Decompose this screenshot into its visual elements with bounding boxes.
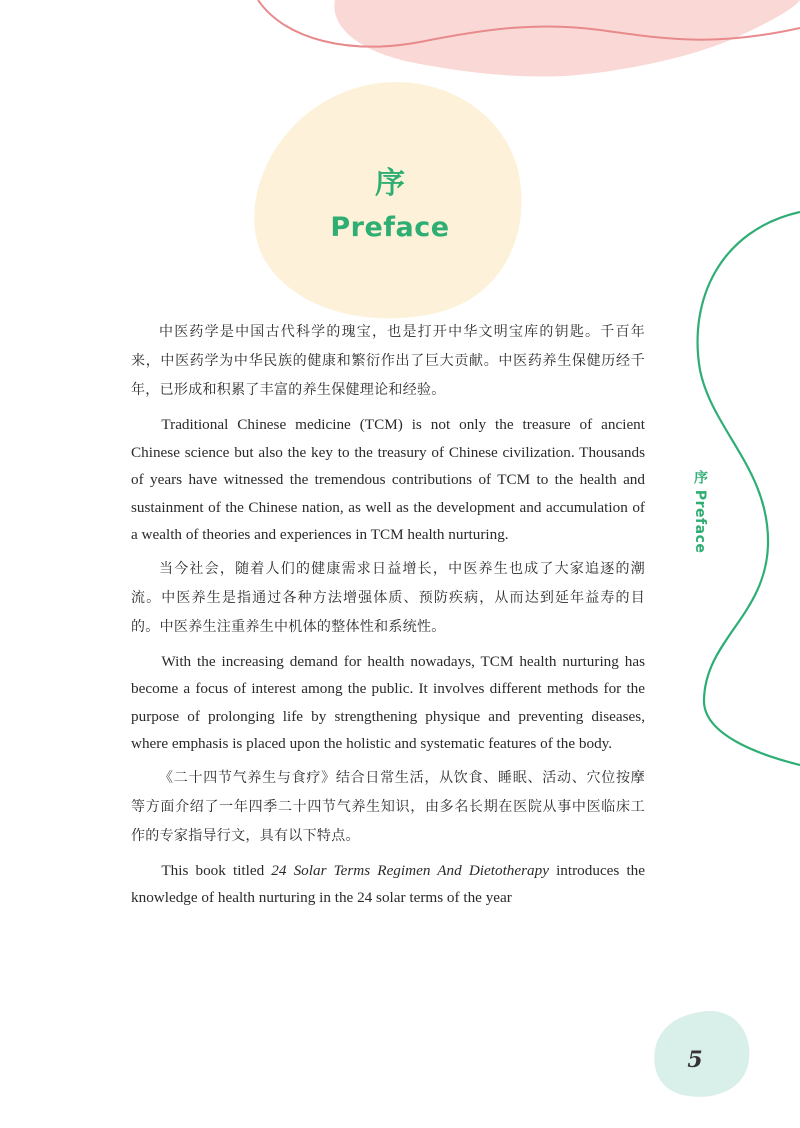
side-chapter-tab — [686, 470, 710, 590]
side-tab-cn: 序 — [692, 470, 708, 485]
paragraph-en-1: Traditional Chinese medicine (TCM) is not only the treasure of ancient Chinese science but also the key to the treasury of Chinese civilization. Thousands of years have witnessed the tremendous contributions of TCM to the health and sustainment of the Chinese nation, as well as the development and accumulation of a wealth of theories and experiences in TCM health nurturing. — [131, 416, 645, 543]
green-wave-line — [698, 212, 800, 765]
paragraph-en-3-rest: introduces the knowledge of health nurturing in the 24 solar terms of the year — [131, 861, 645, 906]
paragraph-cn-2: 当今社会，随着人们的健康需求日益增长，中医养生也成了大家追逐的潮流。中医养生是指通过各种方法增强体质、预防疾病，从而达到延年益寿的目的。中医养生注重养生中机体的整体性和系统性。 — [131, 560, 645, 635]
paragraph-cn-1: 中医药学是中国古代科学的瑰宝，也是打开中华文明宝库的钥匙。千百年来，中医药学为中华民族的健康和繁衍作出了巨大贡献。中医药养生保健历经千年，已形成和积累了丰富的养生保健理论和经验。 — [131, 324, 645, 398]
page-title-chinese: 序 — [375, 166, 405, 201]
body-text — [131, 318, 645, 1018]
book-title-italic: 24 Solar Terms Regimen And Dietotherapy — [271, 861, 549, 879]
paragraph-en-3-start: This book titled — [161, 861, 272, 879]
side-tab-en: Preface — [692, 489, 708, 554]
paragraph-en-2: With the increasing demand for health nowadays, TCM health nurturing has become a focus of interest among the public. It involves different methods for the purpose of prolonging life by strengthening physique and preventing diseases, where emphasis is placed upon the holistic and systematic features of the body. — [131, 652, 645, 752]
page-number: 5 — [687, 1047, 703, 1073]
paragraph-cn-3: 《二十四节气养生与食疗》结合日常生活，从饮食、睡眠、活动、穴位按摩等方面介绍了一年四季二十四节气养生知识，由多名长期在医院从事中医临床工作的专家指导行文，具有以下特点。 — [131, 769, 645, 844]
paragraph-en-3 — [131, 857, 645, 912]
page-title-english: Preface — [330, 212, 450, 243]
